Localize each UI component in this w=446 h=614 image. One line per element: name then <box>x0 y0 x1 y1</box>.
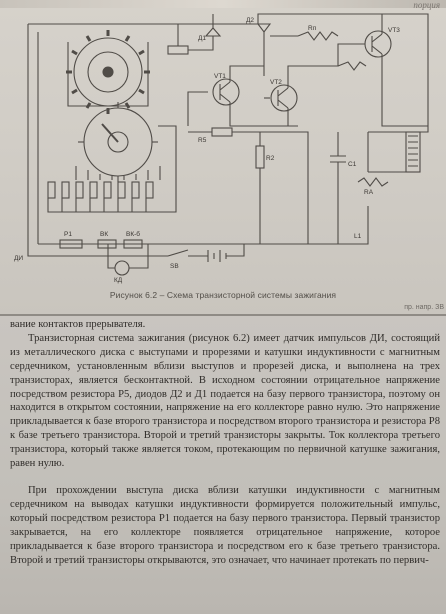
label-kd: КД <box>114 277 123 284</box>
wire-distributor <box>153 126 176 212</box>
resistor-r5b <box>212 128 232 136</box>
body-text <box>10 318 440 567</box>
spark-plugs <box>48 182 153 198</box>
distributor-cap <box>78 102 158 182</box>
label-ra: RA <box>364 189 374 196</box>
diode-d1 <box>206 28 220 36</box>
paragraph-gap <box>10 471 440 484</box>
label-c1: С1 <box>348 161 357 168</box>
label-r5: R5 <box>198 137 207 144</box>
capacitor-c1 <box>330 156 346 162</box>
wire-top-left <box>28 24 178 46</box>
battery <box>208 250 226 262</box>
label-bkb: ВК-б <box>126 231 141 238</box>
figure-caption: Рисунок 6.2 – Схема транзисторной системы зажигания <box>109 290 337 300</box>
label-rp: Rп <box>308 25 317 32</box>
label-di: ДИ <box>14 255 24 262</box>
switch-sb <box>168 250 188 256</box>
label-vt1: VT1 <box>214 73 226 80</box>
resistor-r2 <box>256 146 264 168</box>
ignition-circuit-diagram <box>8 6 444 288</box>
ignition-coil <box>406 132 420 172</box>
label-p1: P1 <box>64 231 72 238</box>
corner-fragment: порция <box>413 0 440 10</box>
transistor-vt2 <box>271 85 297 111</box>
caption-side-fragment: пр. напр. ЗВ <box>404 304 444 311</box>
diode-d2 <box>258 24 270 32</box>
label-bk: ВК <box>100 231 109 238</box>
label-l1: L1 <box>354 233 362 240</box>
text-line-continued: вание контактов прерывателя. <box>10 319 146 330</box>
transistor-vt1 <box>213 79 239 105</box>
paragraph-2: При прохождении выступа диска вблизи катушки индуктивности с магнитным сердечником на выводах катушки индуктивности формируется положительный импульс, который посредством резистора Р1 подается на базу первого транзистора. Первый транзистор закрывается, на его коллекторе появляется отрицательное напряжение, которое прикладывается к базе второго транзистора и посредством его к базе третьего транзистора. Второй и третий транзисторы открываются, это означает, что начинает протекать по первич- <box>10 484 440 566</box>
label-r2: R2 <box>266 155 275 162</box>
paragraph-1: Транзисторная система зажигания (рисунок 6.2) имеет датчик импульсов ДИ, состоящий из металлического диска с выступами и прорезями и катушки индуктивности с магнитным сердечником, установленным вблизи выступов и прорезей диска, и выполнена на трех транзисторах, является бесконтактной. В исходном состоянии отрицательное напряжение посредством резистора Р5, диодов Д2 и Д1 подается на базу первого транзистора, поэтому он находится в открытом состоянии, напряжение на его коллекторе равно нулю. Это напряжение прикладывается к базе второго транзистора и посредством второго транзистора и резистора Р8 к базе третьего транзистора. Второй и третий транзисторы закрыты. Ток коллектора третьего транзистора, который также является током, протекающим по первичной катушке зажигания, равен нулю. <box>10 332 440 470</box>
label-vt2: VT2 <box>270 79 282 86</box>
resistor-rad <box>358 178 388 186</box>
plug-ground <box>48 198 153 212</box>
label-d1: Д1 <box>198 35 207 42</box>
resistor-rp <box>298 32 338 40</box>
resistor-r1 <box>168 46 188 54</box>
rotor-disk <box>74 38 142 106</box>
label-d2: Д2 <box>246 17 255 24</box>
ammeter <box>115 261 129 275</box>
transistor-vt3 <box>365 31 391 57</box>
label-sb: SB <box>170 263 179 270</box>
resistor-r5 <box>338 62 366 70</box>
wire-left-bus <box>28 24 168 256</box>
label-vt3: VT3 <box>388 27 400 34</box>
